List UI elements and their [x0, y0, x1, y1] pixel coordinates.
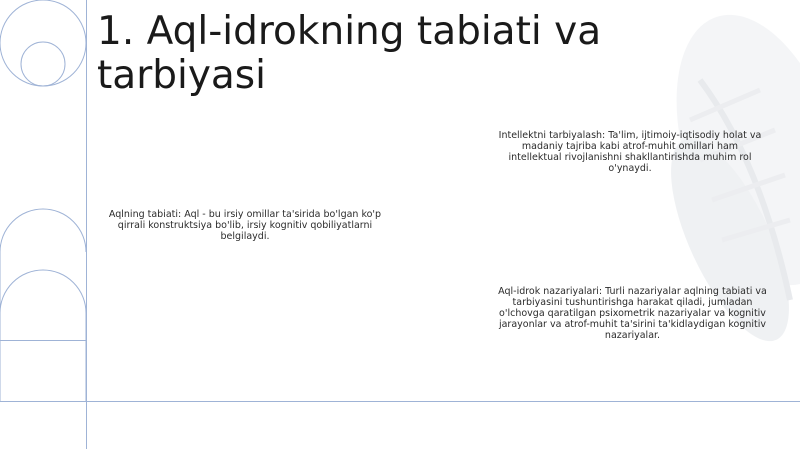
paragraph-training: Intellektni tarbiyalash: Ta'lim, ijtimoiy-iqtisodiy holat va madaniy tajriba kabi atrof-muhit omillari ham intellektual rivojlanishni shakllantirishda muhim rol o'ynaydi.: [498, 130, 762, 174]
outline-circle-small: [21, 42, 65, 86]
paragraph-theories: Aql-idrok nazariyalari: Turli nazariyalar aqlning tabiati va tarbiyasini tushuntirishga harakat qiladi, jumladan o'lchovga qaratilgan psixometrik nazariyalar va kognitiv jarayonlar va atrof-muhit ta'sirini ta'kidlaydigan kognitiv nazariyalar.: [498, 286, 767, 341]
slide-title: 1. Aql-idrokning tabiati va tarbiyasi: [97, 9, 602, 98]
outline-arch-lower: [0, 270, 86, 401]
outline-circle-large: [0, 0, 86, 86]
paragraph-nature: Aqlning tabiati: Aql - bu irsiy omillar ta'sirida bo'lgan ko'p qirrali konstruktsiya bo'lib, irsiy kognitiv qobiliyatlarni belgilaydi.: [108, 209, 382, 242]
outline-arch-upper: [0, 209, 86, 252]
